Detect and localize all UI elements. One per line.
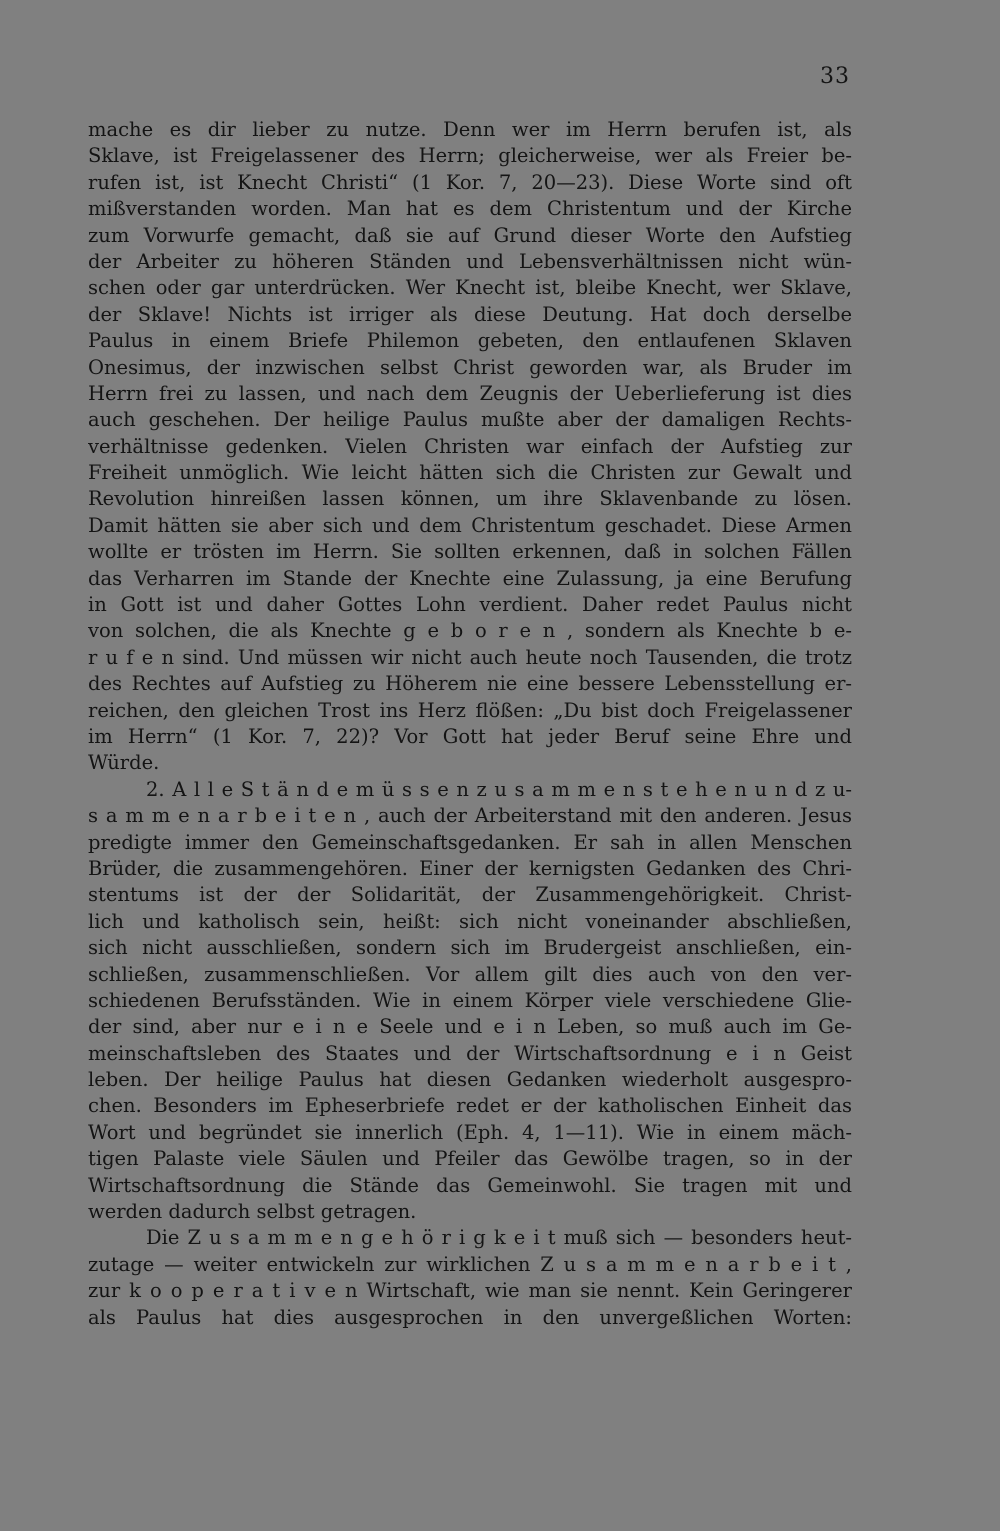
text-line: mache es dir lieber zu nutze. Denn wer im Herrn berufen ist, als: [88, 118, 852, 141]
text-line: im Herrn“ (1 Kor. 7, 22)? Vor Gott hat jeder Beruf seine Ehre und: [88, 724, 852, 748]
text-line: das Verharren im Stande der Knechte eine Zulassung, ja eine Berufung: [88, 566, 852, 590]
text-line: Wirtschaftsordnung die Stände das Gemeinwohl. Sie tragen mit und: [88, 1173, 852, 1197]
text-line: Herrn frei zu lassen, und nach dem Zeugnis der Ueberlieferung ist dies: [88, 381, 852, 405]
text-line: sich nicht ausschließen, sondern sich im Brudergeist anschließen, ein-: [88, 936, 852, 960]
text-line: Damit hätten sie aber sich und dem Christentum geschadet. Diese Armen: [88, 513, 852, 537]
text-line: der Sklave! Nichts ist irriger als diese Deutung. Hat doch derselbe: [88, 302, 852, 326]
text-line: Die Z u s a m m e n g e h ö r i g k e i t muß sich — besonders heut-: [146, 1226, 852, 1250]
text-line: Revolution hinreißen lassen können, um ihre Sklavenbande zu lösen.: [88, 487, 852, 511]
text-line: zutage — weiter entwickeln zur wirklichen Z u s a m m e n a r b e i t ,: [88, 1252, 852, 1276]
text-line: s a m m e n a r b e i t e n , auch der Arbeiterstand mit den anderen. Jesus: [88, 804, 852, 828]
text-line: tigen Palaste viele Säulen und Pfeiler das Gewölbe tragen, so in der: [88, 1147, 852, 1171]
text-line: meinschaftsleben des Staates und der Wirtschaftsordnung e i n Geist: [88, 1041, 852, 1065]
text-line: reichen, den gleichen Trost ins Herz flößen: „Du bist doch Freigelassener: [88, 698, 852, 722]
text-line: als Paulus hat dies ausgesprochen in den unvergeßlichen Worten:: [88, 1305, 852, 1329]
text-line: Paulus in einem Briefe Philemon gebeten, den entlaufenen Sklaven: [88, 329, 852, 353]
text-line: wollte er trösten im Herrn. Sie sollten erkennen, daß in solchen Fällen: [88, 540, 852, 564]
text-line: leben. Der heilige Paulus hat diesen Gedanken wiederholt ausgespro-: [88, 1068, 852, 1092]
text-line: 2. A l l e S t ä n d e m ü s s e n z u s a m m e n s t e h e n u n d z u-: [146, 777, 852, 801]
text-line: schließen, zusammenschließen. Vor allem gilt dies auch von den ver-: [88, 962, 852, 986]
text-line: Freiheit unmöglich. Wie leicht hätten sich die Christen zur Gewalt und: [88, 461, 852, 485]
text-line: der Arbeiter zu höheren Ständen und Lebensverhältnissen nicht wün-: [88, 249, 852, 273]
page-number: 33: [820, 64, 850, 89]
text-line: zur k o o p e r a t i v e n Wirtschaft, wie man sie nennt. Kein Geringerer: [88, 1279, 852, 1303]
text-line: der sind, aber nur e i n e Seele und e i n Leben, so muß auch im Ge-: [88, 1015, 852, 1039]
text-line: lich und katholisch sein, heißt: sich nicht voneinander abschließen,: [88, 909, 852, 933]
text-line: Wort und begründet sie innerlich (Eph. 4, 1—11). Wie in einem mäch-: [88, 1120, 852, 1144]
text-line: des Rechtes auf Aufstieg zu Höherem nie eine bessere Lebensstellung er-: [88, 672, 852, 696]
text-line: von solchen, die als Knechte g e b o r e n , sondern als Knechte b e-: [88, 619, 852, 643]
text-line: werden dadurch selbst getragen.: [88, 1200, 417, 1224]
text-line: Würde.: [88, 751, 160, 775]
text-line: schiedenen Berufsständen. Wie in einem Körper viele verschiedene Glie-: [88, 988, 852, 1012]
text-line: chen. Besonders im Epheserbriefe redet er der katholischen Einheit das: [88, 1094, 852, 1118]
text-line: verhältnisse gedenken. Vielen Christen war einfach der Aufstieg zur: [88, 434, 852, 458]
text-line: Brüder, die zusammengehören. Einer der kernigsten Gedanken des Chri-: [88, 856, 852, 880]
text-line: rufen ist, ist Knecht Christi“ (1 Kor. 7, 20—23). Diese Worte sind oft: [88, 170, 852, 194]
text-line: in Gott ist und daher Gottes Lohn verdient. Daher redet Paulus nicht: [88, 593, 852, 617]
text-line: zum Vorwurfe gemacht, daß sie auf Grund dieser Worte den Aufstieg: [88, 223, 852, 247]
text-line: predigte immer den Gemeinschaftsgedanken. Er sah in allen Menschen: [88, 830, 852, 854]
text-line: stentums ist der der Solidarität, der Zusammengehörigkeit. Christ-: [88, 883, 852, 907]
body-text: [88, 117, 852, 1331]
text-line: r u f e n sind. Und müssen wir nicht auch heute noch Tausenden, die trotz: [88, 645, 852, 669]
text-line: Onesimus, der inzwischen selbst Christ geworden war, als Bruder im: [88, 355, 852, 379]
text-line: schen oder gar unterdrücken. Wer Knecht ist, bleibe Knecht, wer Sklave,: [88, 276, 852, 300]
text-line: Sklave, ist Freigelassener des Herrn; gleicherweise, wer als Freier be-: [88, 144, 852, 168]
text-line: mißverstanden worden. Man hat es dem Christentum und der Kirche: [88, 197, 852, 221]
text-line: auch geschehen. Der heilige Paulus mußte aber der damaligen Rechts-: [88, 408, 852, 432]
